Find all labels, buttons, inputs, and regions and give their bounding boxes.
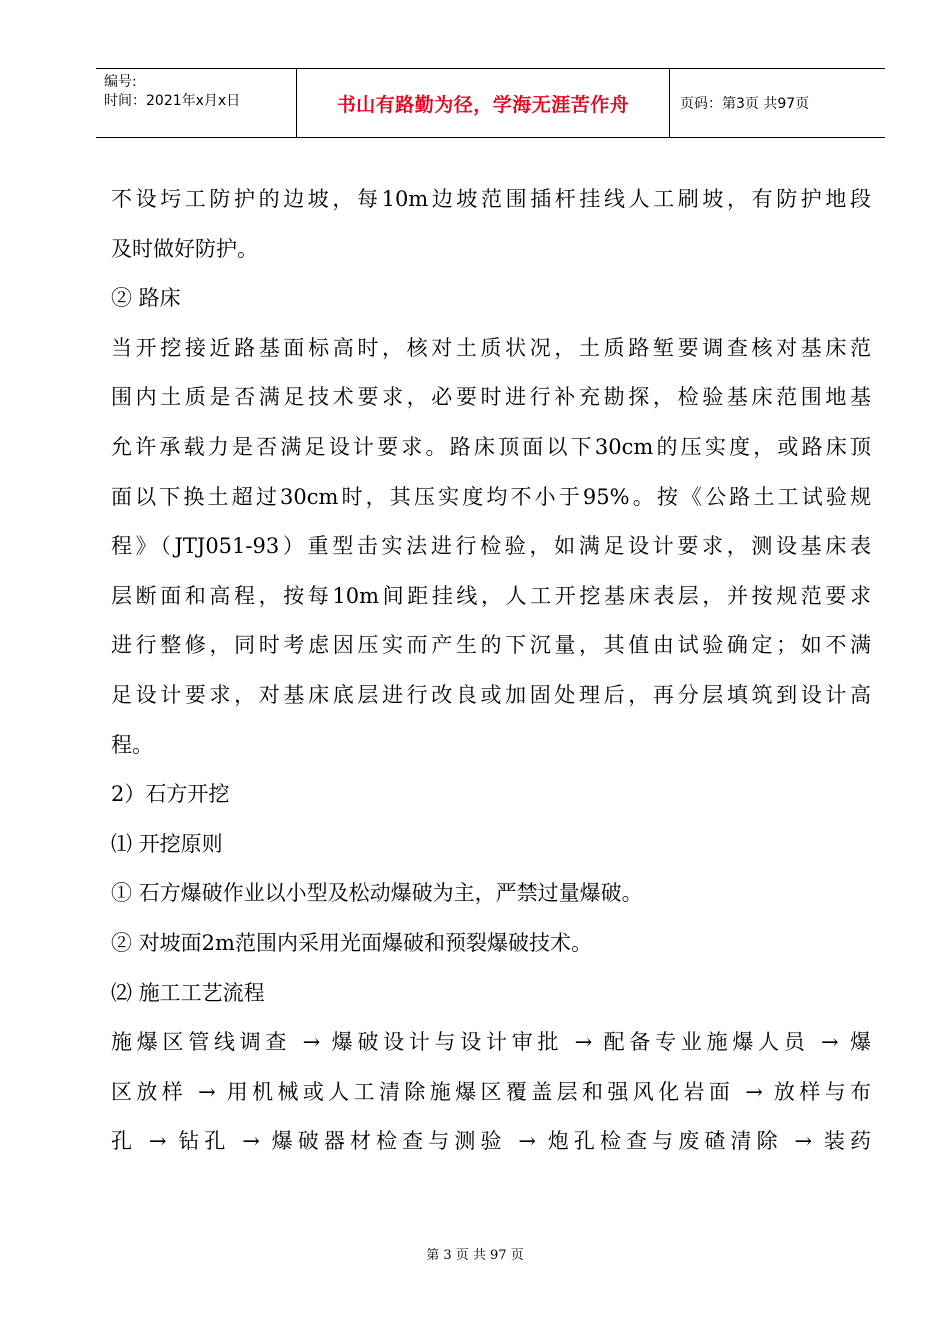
- page-footer: 第 3 页 共 97 页: [426, 1248, 524, 1263]
- text-line: 面以下换土超过30cm时，其压实度均不小于95%。按《公路土工试验规: [111, 484, 871, 509]
- text-line: 足设计要求，对基床底层进行改良或加固处理后，再分层填筑到设计高: [111, 682, 871, 707]
- text-line: 不设圬工防护的边坡，每10m边坡范围插杆挂线人工刷坡，有防护地段: [111, 187, 871, 211]
- text-line: 及时做好防护。: [111, 236, 258, 261]
- header-meta: [96, 69, 297, 137]
- text-line: 区放样 → 用机械或人工清除施爆区覆盖层和强风化岩面 → 放样与布: [111, 1079, 871, 1104]
- text-line: ⑴ 开挖原则: [111, 831, 223, 856]
- text-line: ① 石方爆破作业以小型及松动爆破为主，严禁过量爆破。: [111, 881, 643, 906]
- text-line: ② 对坡面2m范围内采用光面爆破和预裂爆破技术。: [111, 930, 592, 955]
- header-page-info: 页码：第3页 共97页: [680, 96, 810, 112]
- document-body: [111, 175, 871, 1167]
- text-line: ② 路床: [111, 286, 181, 311]
- text-line: 程。: [111, 732, 153, 757]
- text-line: 当开挖接近路基面标高时，核对土质状况，土质路堑要调查核对基床范: [111, 335, 871, 360]
- text-line: 进行整修，同时考虑因压实而产生的下沉量，其值由试验确定；如不满: [111, 633, 871, 658]
- text-line: 2）石方开挖: [111, 782, 230, 807]
- header-motto: 书山有路勤为径，学海无涯苦作舟: [297, 69, 670, 137]
- page-header: [96, 68, 885, 138]
- text-line: 允许承载力是否满足设计要求。路床顶面以下30cm的压实度，或路床顶: [111, 434, 871, 459]
- text-line: ⑵ 施工工艺流程: [111, 980, 265, 1005]
- text-line: 层断面和高程，按每10m间距挂线，人工开挖基床表层，并按规范要求: [111, 583, 871, 608]
- text-line: 施爆区管线调查 → 爆破设计与设计审批 → 配备专业施爆人员 → 爆: [111, 1030, 871, 1055]
- text-line: 程》（JTJ051-93）重型击实法进行检验，如满足设计要求，测设基床表: [111, 534, 871, 559]
- code-label: 编号:: [104, 74, 137, 90]
- text-line: 围内土质是否满足技术要求，必要时进行补充勘探，检验基床范围地基: [111, 385, 871, 410]
- time-label: 时间：2021年x月x日: [104, 93, 241, 109]
- text-line: 孔 → 钻孔 → 爆破器材检查与测验 → 炮孔检查与废碴清除 → 装药: [111, 1129, 871, 1154]
